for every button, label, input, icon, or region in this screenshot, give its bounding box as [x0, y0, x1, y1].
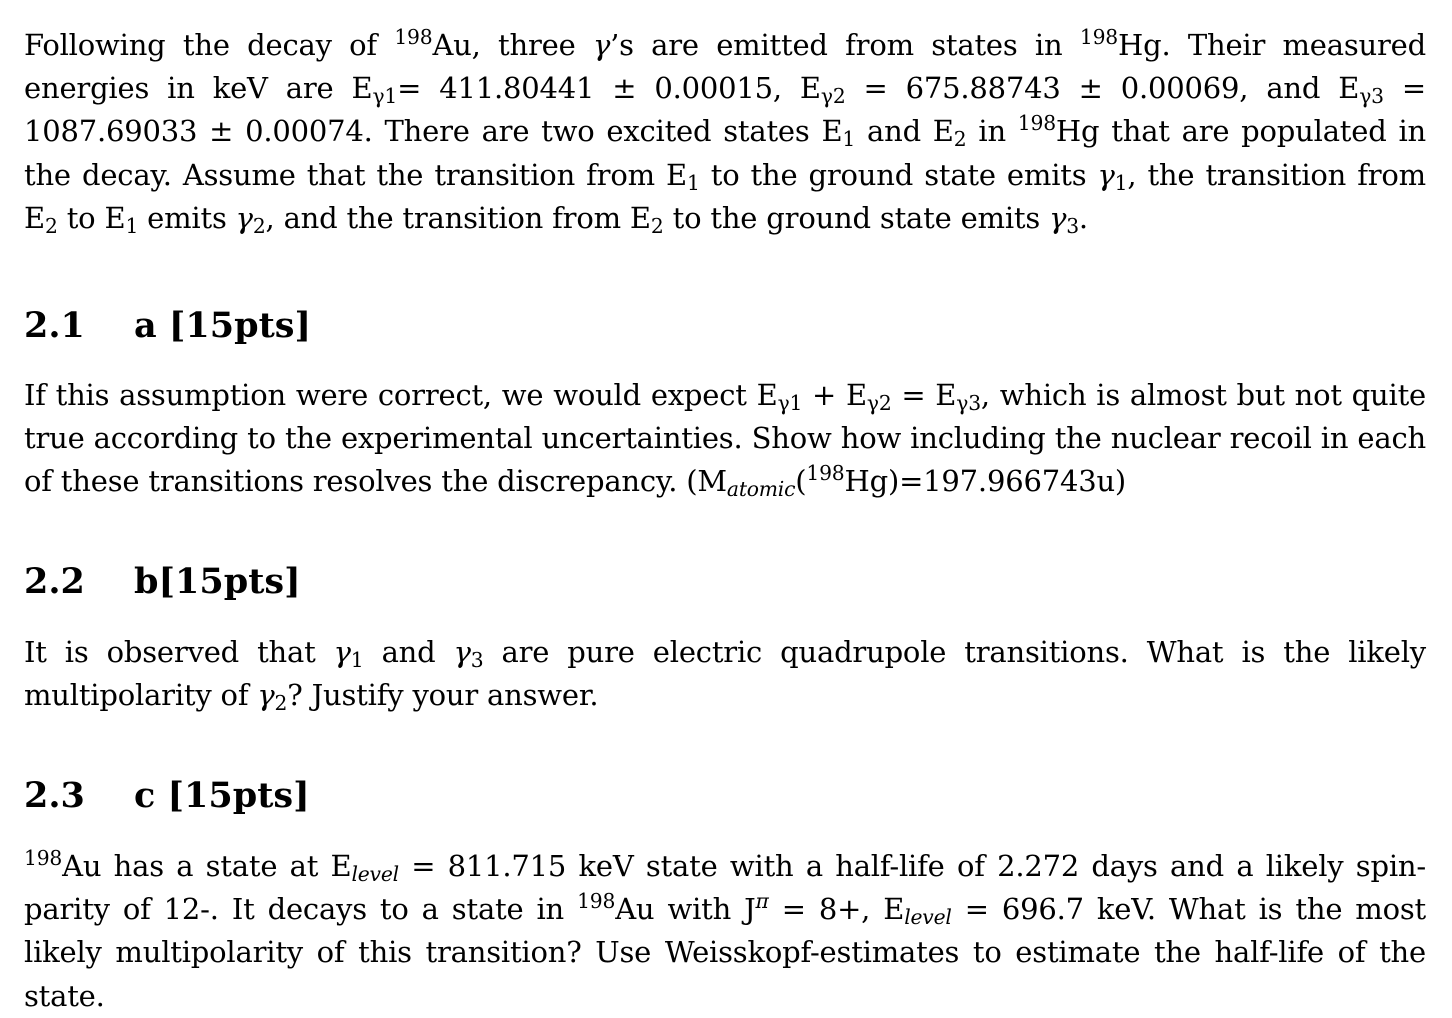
subscript-1: 1	[125, 213, 139, 238]
part-b-paragraph	[24, 631, 1426, 717]
part-c-paragraph	[24, 845, 1426, 1018]
gamma-symbol: γ	[257, 678, 275, 713]
intro-text: to the ground state emits	[663, 200, 1050, 235]
subscript-gamma3: γ3	[956, 391, 981, 416]
superscript-pi: π	[755, 889, 769, 914]
intro-text: , the transition from E	[24, 157, 1426, 235]
intro-paragraph	[24, 24, 1426, 240]
intro-text: that are populated in the decay. Assume that the transition from E	[24, 114, 1427, 192]
part-a-text: If this assumption were correct, we would expect E	[24, 378, 778, 412]
intro-text: Following the decay of	[24, 28, 395, 62]
section-title: c [15pts]	[134, 775, 310, 816]
intro-text: . Their measured energies in keV are E	[24, 28, 1427, 106]
subscript-1: 1	[842, 127, 856, 152]
mass-number: 198	[577, 889, 616, 914]
intro-text: to E	[57, 200, 126, 235]
intro-text: , and the transition from E	[265, 200, 651, 235]
section-number: 2.1	[24, 305, 85, 346]
subscript-2: 2	[252, 213, 266, 238]
part-a-text: + E	[802, 378, 867, 412]
subscript-gamma3: γ3	[1359, 84, 1384, 109]
intro-text: emits	[138, 200, 236, 235]
part-c-text: = 8+, E	[768, 892, 905, 927]
part-b-text: It is observed that	[24, 635, 334, 669]
intro-text: ’s are emitted from states in	[610, 28, 1080, 62]
subscript-level: level	[904, 905, 952, 930]
gamma-symbol: γ	[333, 635, 351, 669]
gamma-symbol: γ	[453, 635, 471, 669]
part-a-text: , which is almost but not quite true according to the experimental uncertainties. Show how including the nuclear recoil in each of these transitions resolves the discrepancy. (M	[24, 378, 1427, 499]
part-b-text: are pure electric quadrupole transitions. What is the likely multipolarity of	[24, 635, 1426, 713]
subscript-2: 2	[274, 691, 288, 716]
intro-text: to the ground state emits	[699, 157, 1098, 192]
intro-text: and E	[855, 114, 954, 149]
intro-text: , three	[471, 28, 593, 62]
subscript-1: 1	[686, 170, 700, 195]
subscript-1: 1	[1114, 170, 1128, 195]
mass-number: 198	[24, 845, 63, 870]
gamma-symbol: γ	[1049, 200, 1067, 235]
mass-number: 198	[1079, 24, 1118, 49]
mass-number: 198	[394, 24, 433, 49]
part-b-text: ? Justify your answer.	[287, 678, 599, 713]
section-heading-b	[24, 562, 301, 602]
part-b-text: and	[363, 635, 454, 669]
section-heading-a	[24, 306, 311, 346]
intro-text: = 675.88743 ± 0.00069, and E	[845, 71, 1360, 106]
section-number: 2.2	[24, 561, 85, 602]
gamma-symbol: γ	[1097, 157, 1115, 192]
intro-text: in	[966, 114, 1018, 149]
element-hg: Hg	[1055, 114, 1100, 149]
part-a-text: = E	[891, 378, 957, 412]
subscript-2: 2	[44, 213, 58, 238]
section-title: a [15pts]	[134, 305, 312, 346]
subscript-3: 3	[470, 648, 484, 673]
mass-number: 198	[1017, 111, 1056, 136]
subscript-gamma2: γ2	[820, 84, 846, 109]
part-a-text: Hg)=197.966743u)	[844, 464, 1127, 499]
part-a-paragraph	[24, 374, 1426, 504]
part-c-text: = 696.7 keV. What is the most likely multipolarity of this transition? Use Weisskopf-estimates to estimate the half-life of the state.	[24, 892, 1427, 1013]
subscript-3: 3	[1066, 213, 1079, 238]
intro-text: = 1087.69033 ± 0.00074. There are two excited states E	[24, 71, 1426, 149]
subscript-level: level	[351, 862, 399, 887]
gamma-symbol: γ	[235, 200, 253, 235]
part-c-text: = 811.715 keV state with a half-life of 2.272 days and a likely spin-parity of 12-. It decays to a state in	[24, 849, 1426, 927]
subscript-2: 2	[953, 127, 967, 152]
element-au: Au	[432, 28, 472, 62]
element-hg: Hg	[1117, 28, 1162, 62]
subscript-1: 1	[350, 648, 364, 673]
mass-number: 198	[806, 461, 845, 486]
subscript-gamma2: γ2	[866, 391, 892, 416]
subscript-atomic: atomic	[726, 477, 796, 502]
section-number: 2.3	[24, 775, 85, 816]
intro-text: .	[1078, 200, 1088, 235]
subscript-2: 2	[650, 213, 664, 238]
gamma-symbol: γ	[592, 28, 611, 62]
section-heading-c	[24, 776, 310, 816]
subscript-gamma1: γ1	[777, 391, 803, 416]
part-c-text: Au has a state at E	[62, 849, 352, 883]
section-title: b[15pts]	[134, 561, 301, 602]
part-a-text: (	[795, 464, 807, 499]
subscript-gamma1: γ1	[372, 84, 398, 109]
intro-text: = 411.80441 ± 0.00015, E	[397, 71, 821, 106]
part-c-text: Au with J	[615, 892, 756, 927]
